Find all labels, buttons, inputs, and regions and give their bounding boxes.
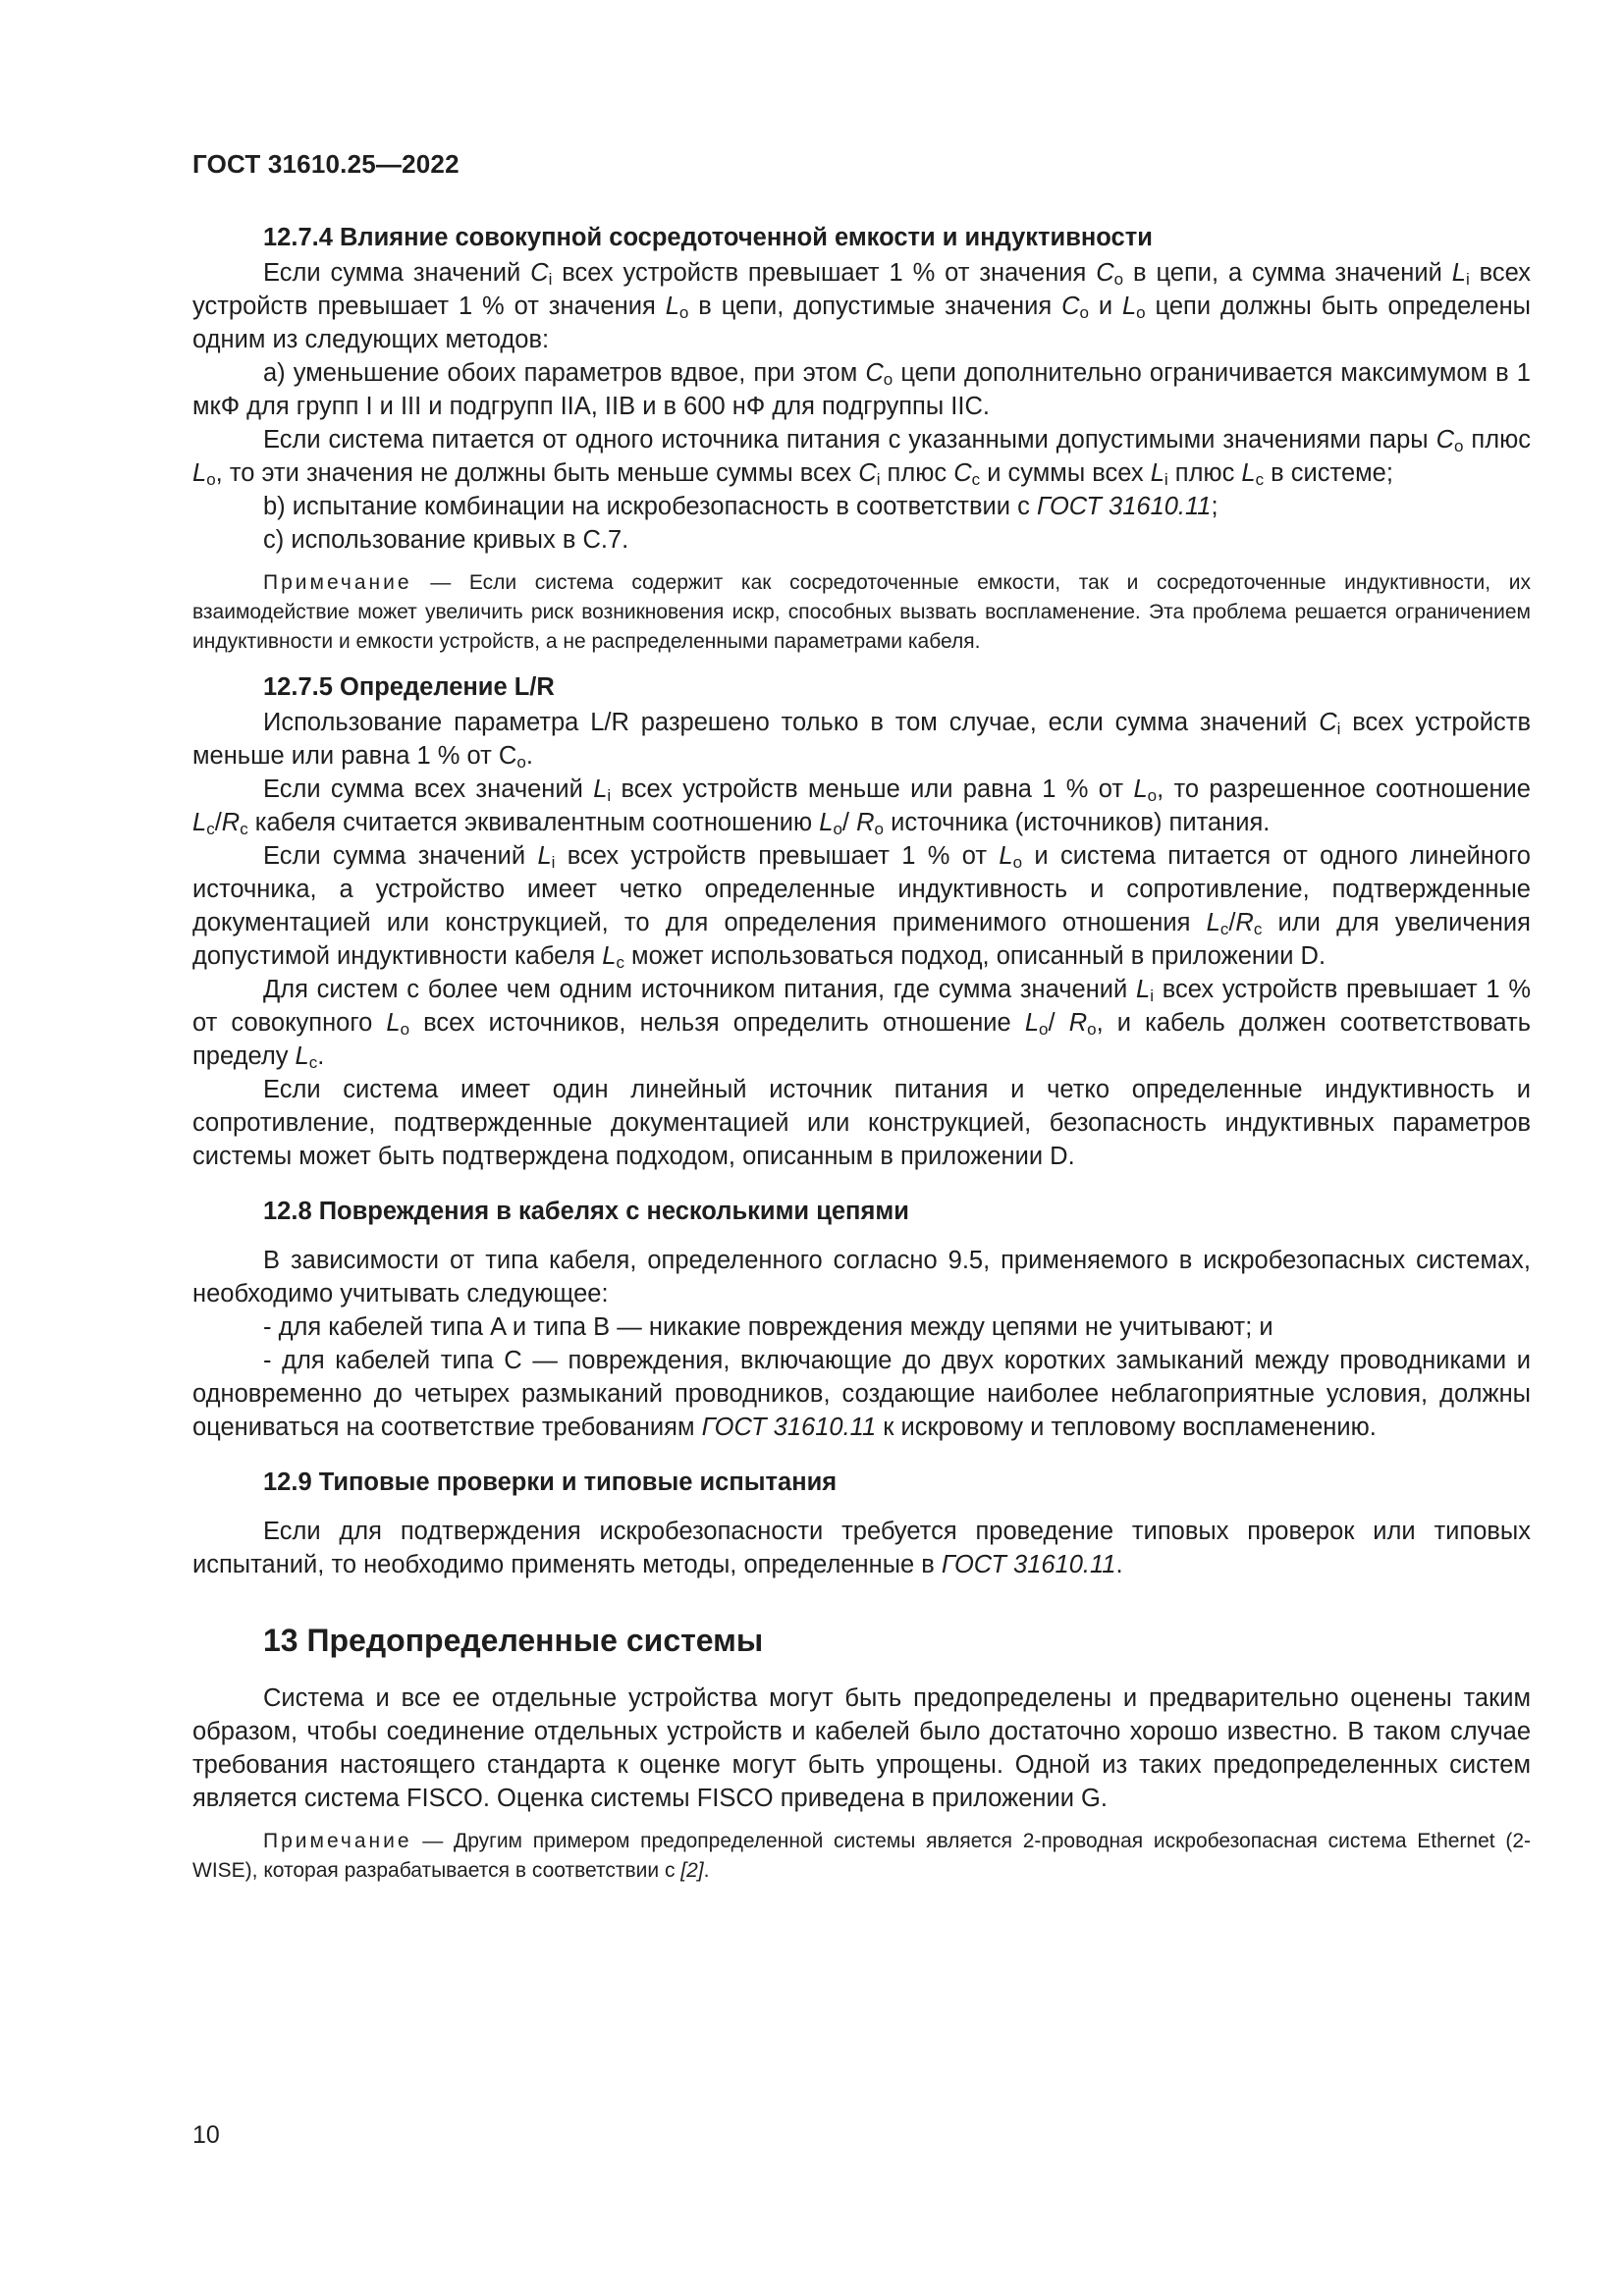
note-label: Примечание	[263, 1830, 412, 1852]
paragraph: Для систем с более чем одним источником питания, где сумма значений $L_i$ всех устройств превышает 1 % от совокупного $L_o$ всех источников, нельзя определить отношение $L_o/$ $R_o$, и кабель должен соответствовать пределу $L_c$.	[192, 976, 1532, 1072]
paragraph: Если для подтверждения искробезопасности требуется проведение типовых проверок или типовых испытаний, то необходимо применять методы, определенные в ГОСТ 31610.11.	[192, 1518, 1531, 1578]
note: Примечание — Другим примером предопределенной системы является 2-проводная искробезопасная система Ethernet (2-WISE), которая разрабатывается в соответствии с [2].	[192, 1830, 1531, 1882]
section-13-title: 13 Предопределенные системы	[263, 1623, 764, 1658]
document-header: ГОСТ 31610.25—2022	[192, 149, 460, 179]
note: Примечание — Если система содержит как сосредоточенные емкости, так и сосредоточенные индуктивности, их взаимодействие может увеличить риск возникновения искр, способных вызвать воспламенение. Эта проблема решается ограничением индуктивности и емкости устройств, а не распределенными параметрами кабеля.	[192, 571, 1531, 653]
paragraph: Использование параметра L/R разрешено только в том случае, если сумма значений $C_i$ всех устройств меньше или равна 1 % от $C_o$.	[192, 709, 1532, 772]
section-12-8-title: 12.8 Повреждения в кабелях с несколькими цепями	[263, 1198, 909, 1225]
document-content	[192, 221, 1531, 1886]
paragraph: Если сумма всех значений $L_i$ всех устройств меньше или равна 1 % от $L_o$, то разрешенное соотношение $L_c/R_c$ кабеля считается эквивалентным соотношению $L_o/$ $R_o$ источника (источников) питания.	[192, 775, 1531, 838]
section-12-7-4-title: 12.7.4 Влияние совокупной сосредоточенной емкости и индуктивности	[263, 224, 1153, 251]
note-label: Примечание	[263, 571, 412, 594]
list-item: - для кабелей типа C — повреждения, включающие до двух коротких замыканий между проводниками и одновременно до четырех размыканий проводников, создающие наиболее неблагоприятные условия, должны оцениваться на соответствие требованиям ГОСТ 31610.11 к искровому и тепловому воспламенению.	[192, 1347, 1531, 1441]
paragraph: Если сумма значений $L_i$ всех устройств превышает 1 % от $L_o$ и система питается от одного линейного источника, а устройство имеет четко определенные индуктивность и сопротивление, подтвержденные документацией или конструкцией, то для определения применимого отношения $L_c/R_c$ или для увеличения допустимой индуктивности кабеля $L_c$ может использоваться подход, описанный в приложении D.	[192, 842, 1531, 972]
section-12-9-title: 12.9 Типовые проверки и типовые испытания	[263, 1468, 838, 1496]
section-12-7-5-title: 12.7.5 Определение L/R	[263, 673, 555, 701]
paragraph: Если система имеет один линейный источник питания и четко определенные индуктивность и сопротивление, подтвержденные документацией или конструкцией, безопасность индуктивных параметров системы может быть подтверждена подходом, описанным в приложении D.	[192, 1076, 1531, 1170]
list-item-c: c) использование кривых в С.7.	[263, 526, 629, 554]
paragraph: Если сумма значений $C_i$ всех устройств превышает 1 % от значения $C_o$ в цепи, а сумма значений $L_i$ всех устройств превышает 1 % от значения $L_o$ в цепи, допустимые значения $C_o$ и $L_o$ цепи должны быть определены одним из следующих методов:	[192, 259, 1531, 353]
paragraph: Система и все ее отдельные устройства могут быть предопределены и предварительно оценены таким образом, чтобы соединение отдельных устройств и кабелей было достаточно хорошо известно. В таком случае требования настоящего стандарта к оценке могут быть упрощены. Одной из таких предопределенных систем является система FISCO. Оценка системы FISCO приведена в приложении G.	[192, 1684, 1531, 1812]
list-item: - для кабелей типа A и типа B — никакие повреждения между цепями не учитывают; и	[263, 1313, 1273, 1341]
page-number: 10	[192, 2121, 220, 2149]
paragraph: В зависимости от типа кабеля, определенного согласно 9.5, применяемого в искробезопасных системах, необходимо учитывать следующее:	[192, 1247, 1531, 1308]
list-item-b: b) испытание комбинации на искробезопасность в соответствии с ГОСТ 31610.11;	[263, 493, 1218, 520]
list-item-a: a) уменьшение обоих параметров вдвое, при этом $C_o$ цепи дополнительно ограничивается максимумом в 1 мкФ для групп I и III и подгрупп IIA, IIB и в 600 нФ для подгруппы IIC.	[192, 359, 1531, 420]
paragraph: Если система питается от одного источника питания с указанными допустимыми значениями пары $C_o$ плюс $L_o$, то эти значения не должны быть меньше суммы всех $C_i$ плюс $C_c$ и суммы всех $L_i$ плюс $L_c$ в системе;	[192, 426, 1531, 489]
